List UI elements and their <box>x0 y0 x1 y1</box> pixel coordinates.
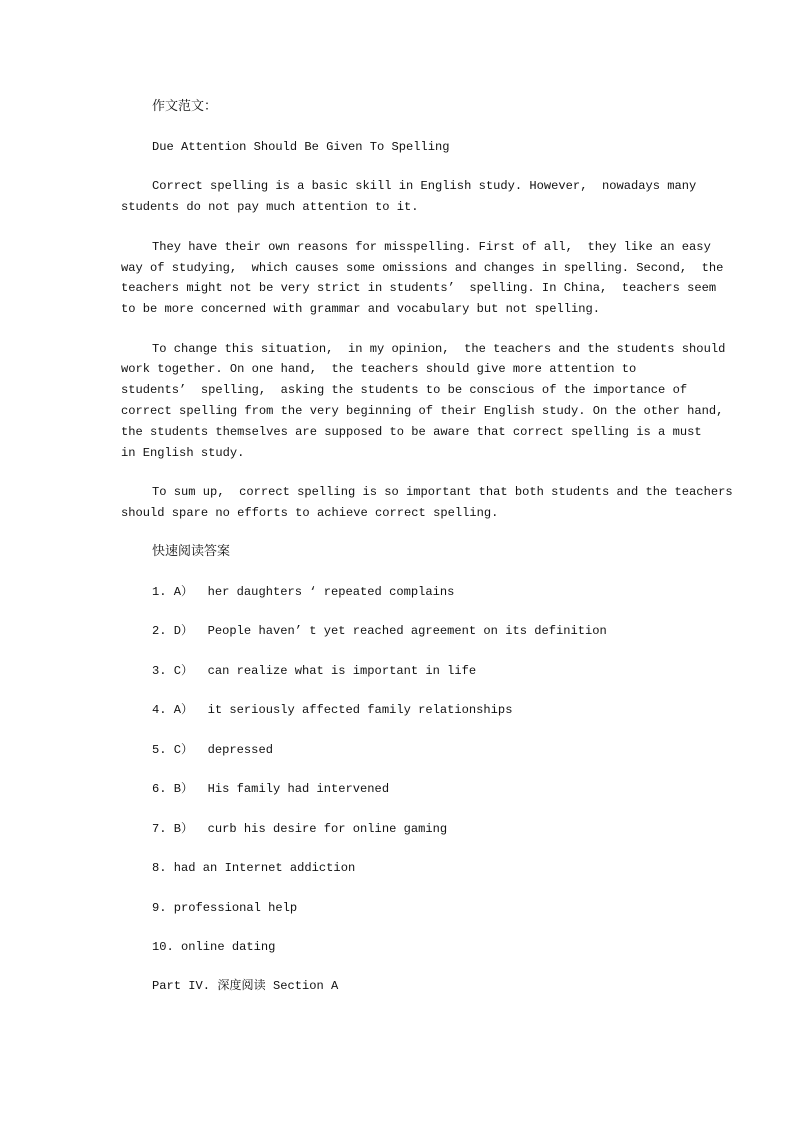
fast-reading-heading: 快速阅读答案 <box>152 544 231 559</box>
part-iv-heading: Part IV. 深度阅读 Section A <box>152 979 339 993</box>
answer-item-4: 4. A） it seriously affected family relationships <box>152 703 513 717</box>
essay-paragraph-3-line-1: To change this situation, in my opinion, the teachers and the students should <box>152 342 726 356</box>
answer-item-8: 8. had an Internet addiction <box>152 861 356 875</box>
essay-paragraph-2-line-1: They have their own reasons for misspelling. First of all, they like an easy <box>152 240 711 254</box>
answer-item-2: 2. D） People haven’ t yet reached agreement on its definition <box>152 624 607 638</box>
essay-paragraph-3-line-3: students’ spelling, asking the students to be conscious of the importance of <box>121 383 688 397</box>
answer-item-1: 1. A） her daughters ‘ repeated complains <box>152 585 455 599</box>
essay-paragraph-4-line-1: To sum up, correct spelling is so important that both students and the teachers <box>152 485 733 499</box>
model-essay-heading: 作文范文： <box>152 99 218 114</box>
essay-paragraph-3-line-6: in English study. <box>121 446 245 460</box>
answer-item-5: 5. C） depressed <box>152 743 273 757</box>
essay-paragraph-2-line-3: teachers might not be very strict in students’ spelling. In China, teachers seem <box>121 281 717 295</box>
essay-title: Due Attention Should Be Given To Spelling <box>152 140 450 154</box>
essay-paragraph-3-line-5: the students themselves are supposed to be aware that correct spelling is a must <box>121 425 702 439</box>
essay-paragraph-3-line-4: correct spelling from the very beginning of their English study. On the other hand, <box>121 404 724 418</box>
essay-paragraph-2-line-4: to be more concerned with grammar and vocabulary but not spelling. <box>121 302 600 316</box>
essay-paragraph-3-line-2: work together. On one hand, the teachers should give more attention to <box>121 362 637 376</box>
answer-item-9: 9. professional help <box>152 901 298 915</box>
essay-paragraph-2-line-2: way of studying, which causes some omissions and changes in spelling. Second, the <box>121 261 724 275</box>
answer-item-10: 10. online dating <box>152 940 276 954</box>
answer-item-7: 7. B） curb his desire for online gaming <box>152 822 448 836</box>
answer-item-3: 3. C） can realize what is important in life <box>152 664 477 678</box>
answer-item-6: 6. B） His family had intervened <box>152 782 390 796</box>
essay-paragraph-1-line-2: students do not pay much attention to it. <box>121 200 419 214</box>
essay-paragraph-4-line-2: should spare no efforts to achieve correct spelling. <box>121 506 499 520</box>
essay-paragraph-1-line-1: Correct spelling is a basic skill in English study. However, nowadays many <box>152 179 697 193</box>
